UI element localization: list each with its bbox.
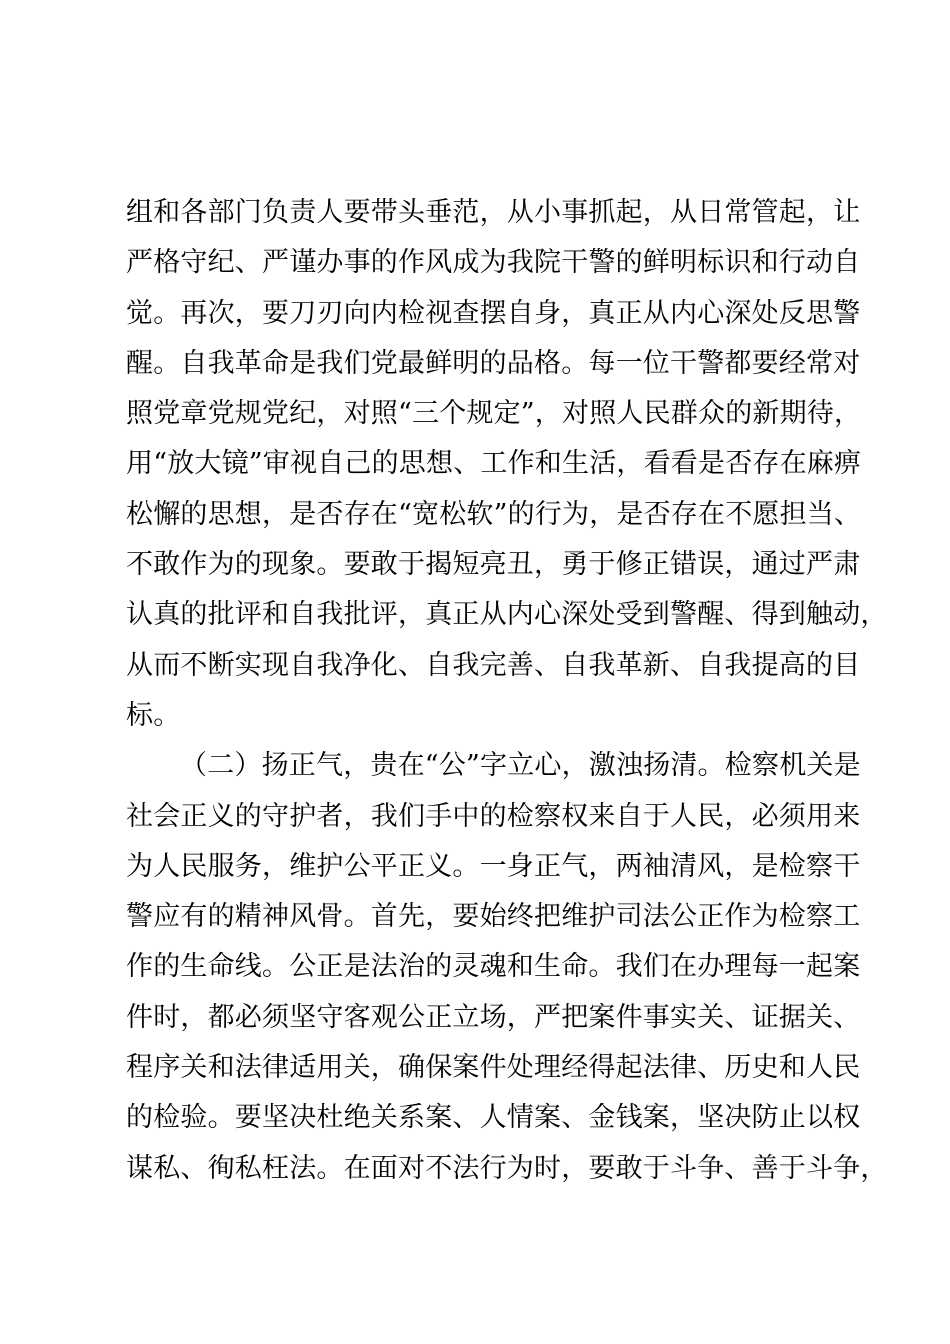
text-line: 组和各部门负责人要带头垂范，从小事抓起，从日常管起，让	[126, 197, 861, 228]
section-heading-line: （二）扬正气，贵在“公”字立心，激浊扬清。检察机关是	[180, 750, 861, 782]
text-line: 照党章党规党纪，对照“三个规定”，对照人民群众的新期待，	[126, 398, 862, 430]
body-text	[126, 188, 888, 1194]
text-line: 严格守纪、严谨办事的作风成为我院干警的鲜明标识和行动自	[126, 247, 861, 279]
text-line: 程序关和法律适用关，确保案件处理经得起法律、历史和人民	[126, 1052, 861, 1084]
text-line: 作的生命线。公正是法治的灵魂和生命。我们在办理每一起案	[126, 951, 861, 983]
text-line: 从而不断实现自我净化、自我完善、自我革新、自我提高的目	[126, 649, 861, 681]
text-line: 为人民服务，维护公平正义。一身正气，两袖清风，是检察干	[126, 850, 861, 882]
text-line: 谋私、徇私枉法。在面对不法行为时，要敢于斗争、善于斗争，	[126, 1152, 888, 1184]
text-line: 用“放大镜”审视自己的思想、工作和生活，看看是否存在麻痹	[126, 448, 862, 480]
text-line: 不敢作为的现象。要敢于揭短亮丑，勇于修正错误，通过严肃	[126, 549, 861, 581]
text-line: 件时，都必须坚守客观公正立场，严把案件事实关、证据关、	[126, 1001, 861, 1033]
text-line: 醒。自我革命是我们党最鲜明的品格。每一位干警都要经常对	[126, 347, 861, 379]
text-line: 社会正义的守护者，我们手中的检察权来自于人民，必须用来	[126, 800, 861, 832]
text-line: 认真的批评和自我批评，真正从内心深处受到警醒、得到触动，	[126, 599, 888, 631]
text-line: 觉。再次，要刀刃向内检视查摆自身，真正从内心深处反思警	[126, 297, 861, 329]
text-line: 松懈的思想，是否存在“宽松软”的行为，是否存在不愿担当、	[126, 498, 862, 530]
text-line: 警应有的精神风骨。首先，要始终把维护司法公正作为检察工	[126, 901, 861, 933]
text-line: 标。	[126, 699, 181, 731]
text-line: 的检验。要坚决杜绝关系案、人情案、金钱案，坚决防止以权	[126, 1102, 861, 1134]
